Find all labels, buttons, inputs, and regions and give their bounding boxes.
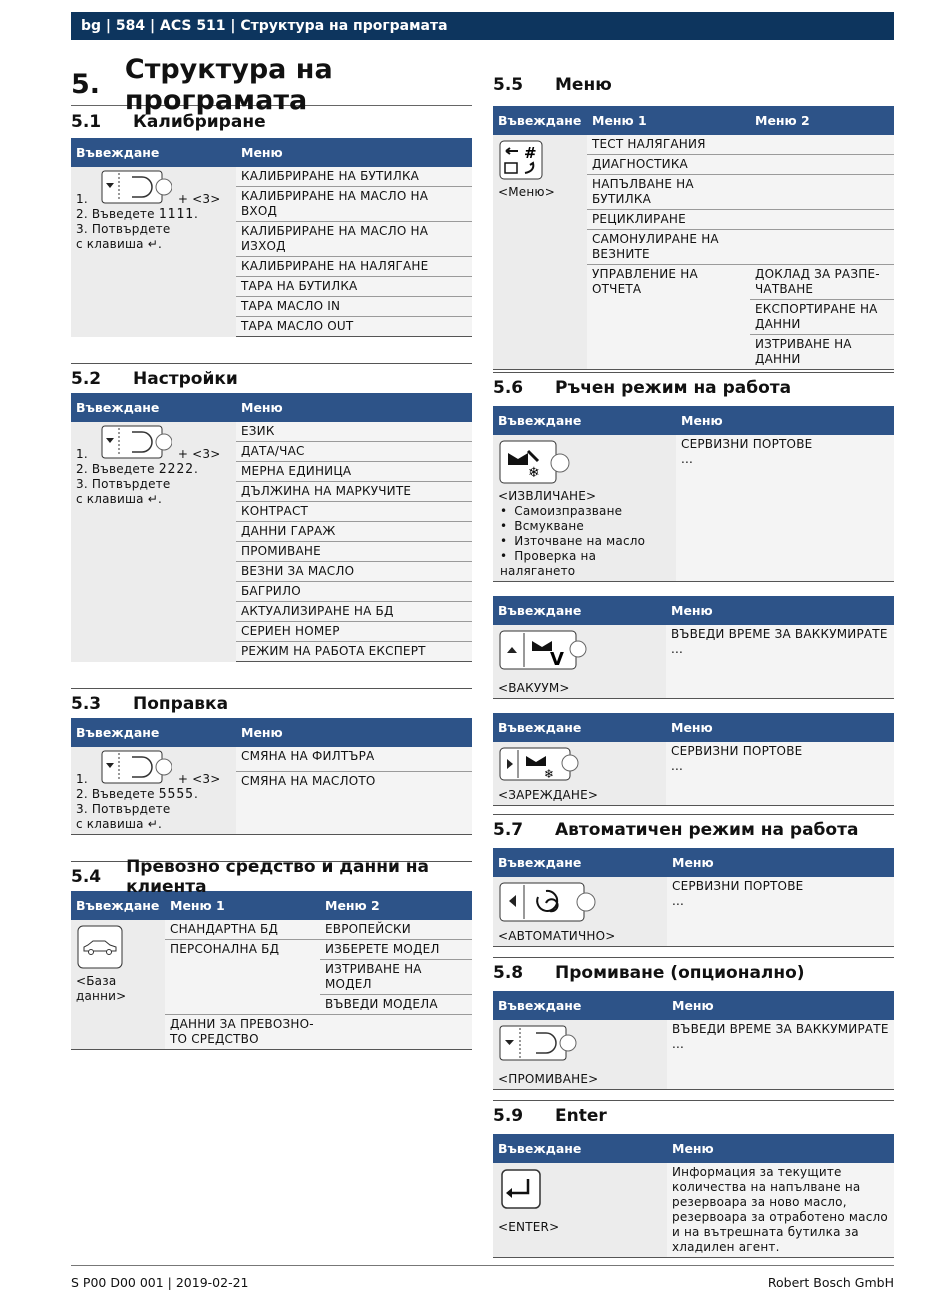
col-header-input: Въвеждане: [493, 106, 587, 135]
repair-device-icon: [92, 749, 172, 787]
section-title: Превозно средство и данни на клиента: [126, 856, 430, 897]
menu-cell: [667, 1020, 894, 1090]
input-cell: 1. + <3> 2. Въведете 5555. 3. Потвърдете с клавиша ↵.: [71, 747, 236, 835]
input-label: <ENTER>: [498, 1220, 560, 1234]
input-cell: 1. + <3> 2. Въведете 1111. 3. Потвърдете с клавиша ↵.: [71, 167, 236, 337]
flushing-device-icon: [498, 1024, 582, 1064]
charge-icon: [498, 746, 582, 784]
section-title: Ръчен режим на работа: [555, 378, 792, 398]
col-header-menu: Меню: [676, 406, 894, 435]
section-number: 5.7: [493, 819, 524, 840]
menu-item: КАЛИБРИРАНЕ НА МАСЛО НА ИЗХОД: [236, 222, 472, 257]
menu-item: ТАРА МАСЛО IN: [236, 297, 472, 317]
empty-cell: [320, 1015, 472, 1050]
step-3: 3. Потвърдете: [76, 477, 171, 491]
section-5-3-title: [71, 688, 472, 718]
menu-item: КАЛИБРИРАНЕ НА БУТИЛКА: [236, 167, 472, 187]
section-title: Автоматичен режим на работа: [555, 819, 859, 840]
section-title: Настройки: [133, 368, 238, 389]
empty-cell: [750, 210, 894, 230]
calibration-device-icon: [92, 169, 172, 207]
menu-item: ТАРА НА БУТИЛКА: [236, 277, 472, 297]
section-number: 5.4: [71, 866, 102, 887]
enter-table: [493, 1134, 894, 1258]
bullet-item: • Всмукване: [498, 519, 671, 534]
input-cell: [493, 625, 666, 699]
vehicle-data-table: [71, 891, 472, 1050]
section-title: Калибриране: [133, 112, 266, 132]
col-header-input: Въвеждане: [493, 991, 667, 1020]
section-title: Меню: [555, 75, 612, 95]
menu-item: СМЯНА НА ФИЛТЪРА: [236, 747, 472, 772]
input-label: <ВАКУУМ>: [498, 681, 570, 695]
menu1-item: НАПЪЛВАНЕ НА БУТИЛКА: [587, 175, 750, 210]
section-number: 5.3: [71, 693, 102, 714]
plus-3-text: + <3>: [177, 447, 221, 461]
manual-recovery-table: [493, 406, 894, 582]
col-header-menu: Меню: [236, 393, 472, 422]
menu1-item: ДИАГНОСТИКА: [587, 155, 750, 175]
menu1-item: УПРАВЛЕНИЕ НА ОТЧЕТА: [587, 265, 750, 370]
recovery-icon: [498, 439, 570, 485]
bullet-item: • Самоизпразване: [498, 504, 671, 519]
menu1-item: САМОНУЛИРАНЕ НА ВЕЗНИТЕ: [587, 230, 750, 265]
col-header-input: Въвеждане: [493, 713, 666, 742]
empty-cell: [750, 175, 894, 210]
automatic-icon: [498, 881, 598, 925]
menu1-item: РЕЦИКЛИРАНЕ: [587, 210, 750, 230]
input-cell: [493, 742, 666, 806]
menu2-item: ИЗТРИВАНЕ НА МОДЕЛ: [320, 960, 472, 995]
col-header-menu: Меню: [666, 596, 894, 625]
page-header-text: bg | 584 | ACS 511 | Структура на програмата: [81, 18, 448, 34]
col-header-input: Въвеждане: [493, 848, 667, 877]
code-value: 2222: [158, 462, 195, 477]
chapter-title: [71, 53, 472, 116]
step-4: с клавиша ↵.: [76, 817, 162, 831]
manual-charge-table: [493, 713, 894, 806]
menu-item: КАЛИБРИРАНЕ НА МАСЛО НА ВХОД: [236, 187, 472, 222]
repair-table: [71, 718, 472, 835]
flushing-table: [493, 991, 894, 1090]
col-header-menu2: Меню 2: [320, 891, 472, 920]
col-header-menu1: Меню 1: [165, 891, 320, 920]
input-label: <ПРОМИВАНЕ>: [498, 1072, 599, 1086]
step-2: 2. Въведете: [76, 787, 155, 801]
input-label: <АВТОМАТИЧНО>: [498, 929, 616, 943]
automatic-mode-table: [493, 848, 894, 947]
menu-item: ДЪЛЖИНА НА МАРКУЧИТЕ: [236, 482, 472, 502]
svg-text:❄: ❄: [544, 767, 555, 781]
menu2-item: ЕВРОПЕЙСКИ: [320, 920, 472, 940]
step-2: 2. Въведете: [76, 462, 155, 476]
step-4: с клавиша ↵.: [76, 492, 162, 506]
menu-item: ЕЗИК: [236, 422, 472, 442]
menu2-item: ИЗТРИВАНЕ НА ДАННИ: [750, 335, 894, 370]
menu-grid-icon: [498, 139, 544, 181]
chapter-title-text: Структура на програмата: [124, 53, 333, 116]
menu-item: АКТУАЛИЗИРАНЕ НА БД: [236, 602, 472, 622]
menu-item: ВЪВЕДИ ВРЕМЕ ЗА ВАККУМИРАТЕ: [671, 627, 888, 641]
calibration-table: [71, 138, 472, 337]
menu-cell: [676, 435, 894, 582]
col-header-input: Въвеждане: [493, 406, 676, 435]
menu-more: ...: [672, 1037, 685, 1051]
right-column: [493, 64, 894, 1258]
footer-company: Robert Bosch GmbH: [767, 1275, 894, 1290]
section-5-7-title: [493, 814, 894, 844]
input-label: <База данни>: [76, 974, 127, 1003]
step-1: 1.: [76, 192, 88, 206]
col-header-menu: Меню: [236, 138, 472, 167]
plus-3-text: + <3>: [177, 772, 221, 786]
code-value: 5555: [158, 787, 195, 802]
empty-cell: [750, 135, 894, 155]
col-header-input: Въвеждане: [71, 393, 236, 422]
section-number: 5.6: [493, 378, 524, 398]
input-cell: [493, 1020, 667, 1090]
section-number: 5.9: [493, 1105, 524, 1126]
section-5-4-title: [71, 856, 472, 897]
section-5-8-title: [493, 957, 894, 987]
menu2-item: ВЪВЕДИ МОДЕЛА: [320, 995, 472, 1015]
menu-item: МЕРНА ЕДИНИЦА: [236, 462, 472, 482]
col-header-menu: Меню: [667, 991, 894, 1020]
footer-doc-ref: S P00 D00 001 | 2019-02-21: [71, 1275, 249, 1290]
menu1-item: СНАНДАРТНА БД: [165, 920, 320, 940]
menu-item: КАЛИБРИРАНЕ НА НАЛЯГАНЕ: [236, 257, 472, 277]
menu-item: ДАННИ ГАРАЖ: [236, 522, 472, 542]
col-header-menu1: Меню 1: [587, 106, 750, 135]
bullet-item: • Източване на масло: [498, 534, 671, 549]
left-column: [71, 53, 472, 1050]
section-title: Enter: [555, 1105, 607, 1126]
menu2-item: ИЗБЕРЕТЕ МОДЕЛ: [320, 940, 472, 960]
menu1-item: ПЕРСОНАЛНА БД: [165, 940, 320, 1015]
chapter-number: 5.: [71, 69, 101, 100]
menu-more: ...: [681, 452, 694, 466]
settings-table: [71, 393, 472, 662]
input-label: <ЗАРЕЖДАНЕ>: [498, 788, 599, 802]
menu-item: КОНТРАСТ: [236, 502, 472, 522]
page-header-bar: [71, 12, 894, 40]
section-5-9-title: [493, 1100, 894, 1130]
section-number: 5.2: [71, 368, 102, 389]
menu-cell: [667, 1163, 894, 1258]
menu-more: ...: [672, 894, 685, 908]
menu-item: ДАТА/ЧАС: [236, 442, 472, 462]
menu-cell: [667, 877, 894, 947]
input-cell: [71, 920, 165, 1050]
section-number: 5.8: [493, 962, 524, 983]
menu-more: ...: [671, 642, 684, 656]
menu1-item: ТЕСТ НАЛЯГАНИЯ: [587, 135, 750, 155]
input-label: <Меню>: [498, 185, 555, 199]
svg-text:❄: ❄: [528, 465, 540, 481]
step-3: 3. Потвърдете: [76, 222, 171, 236]
svg-text:V: V: [550, 649, 565, 670]
col-header-menu: Меню: [666, 713, 894, 742]
input-cell: [493, 877, 667, 947]
menu2-item: ЕКСПОРТИРАНЕ НА ДАННИ: [750, 300, 894, 335]
enter-key-icon: [498, 1168, 544, 1212]
empty-cell: [750, 155, 894, 175]
svg-text:#: #: [524, 144, 537, 162]
menu-item: РЕЖИМ НА РАБОТА ЕКСПЕРТ: [236, 642, 472, 662]
manual-vacuum-table: [493, 596, 894, 699]
menu-item: ВЪВЕДИ ВРЕМЕ ЗА ВАККУМИРАТЕ: [672, 1022, 889, 1036]
plus-3-text: + <3>: [177, 192, 221, 206]
step-2: 2. Въведете: [76, 207, 155, 221]
menu-item: БАГРИЛО: [236, 582, 472, 602]
section-title: Поправка: [133, 693, 229, 714]
col-header-menu: Меню: [667, 848, 894, 877]
input-label: <ИЗВЛИЧАНЕ>: [498, 489, 597, 503]
section-5-2-title: [71, 363, 472, 393]
col-header-menu: Меню: [236, 718, 472, 747]
menu-item: ПРОМИВАНЕ: [236, 542, 472, 562]
page-footer: [71, 1265, 894, 1290]
step-3: 3. Потвърдете: [76, 802, 171, 816]
car-database-icon: [76, 924, 124, 970]
col-header-input: Въвеждане: [493, 596, 666, 625]
input-cell: 1. + <3> 2. Въведете 2222. 3. Потвърдете с клавиша ↵.: [71, 422, 236, 662]
vacuum-icon: [498, 629, 588, 673]
section-title: Промиване (опционално): [555, 962, 805, 983]
step-1: 1.: [76, 447, 88, 461]
section-5-6-title: [493, 372, 894, 403]
code-value: 1111: [158, 207, 195, 222]
col-header-menu: Меню: [667, 1134, 894, 1163]
menu-table: [493, 106, 894, 370]
col-header-input: Въвеждане: [71, 138, 236, 167]
input-cell: [493, 135, 587, 370]
section-number: 5.1: [71, 112, 102, 132]
input-cell: [493, 1163, 667, 1258]
col-header-input: Въвеждане: [71, 718, 236, 747]
section-number: 5.5: [493, 75, 524, 95]
step-4: с клавиша ↵.: [76, 237, 162, 251]
menu-item: СЕРИЕН НОМЕР: [236, 622, 472, 642]
input-cell: [493, 435, 676, 582]
menu-more: ...: [671, 759, 684, 773]
menu1-item: ДАННИ ЗА ПРЕВОЗНО-ТО СРЕДСТВО: [165, 1015, 320, 1050]
section-5-5-title: [493, 64, 894, 106]
menu-item: СМЯНА НА МАСЛОТО: [236, 772, 472, 797]
menu-item: СЕРВИЗНИ ПОРТОВЕ: [672, 879, 804, 893]
settings-device-icon: [92, 424, 172, 462]
menu-item: ТАРА МАСЛО OUT: [236, 317, 472, 337]
col-header-input: Въвеждане: [493, 1134, 667, 1163]
empty-cell: [236, 797, 472, 835]
col-header-input: Въвеждане: [71, 891, 165, 920]
menu-item: СЕРВИЗНИ ПОРТОВЕ: [671, 744, 803, 758]
menu-cell: [666, 742, 894, 806]
col-header-menu2: Меню 2: [750, 106, 894, 135]
menu-description: Информация за текущите количества на напълване на резервоара за ново масло, резервоара за отработено масло и на вътрешната бутилка за хладилен агент.: [672, 1165, 888, 1254]
step-1: 1.: [76, 772, 88, 786]
empty-cell: [750, 230, 894, 265]
menu-item: СЕРВИЗНИ ПОРТОВЕ: [681, 437, 813, 451]
menu-cell: [666, 625, 894, 699]
bullet-item: • Проверка на налягането: [498, 549, 671, 579]
menu2-item: ДОКЛАД ЗА РАЗПЕ-ЧАТВАНЕ: [750, 265, 894, 300]
menu-item: ВЕЗНИ ЗА МАСЛО: [236, 562, 472, 582]
